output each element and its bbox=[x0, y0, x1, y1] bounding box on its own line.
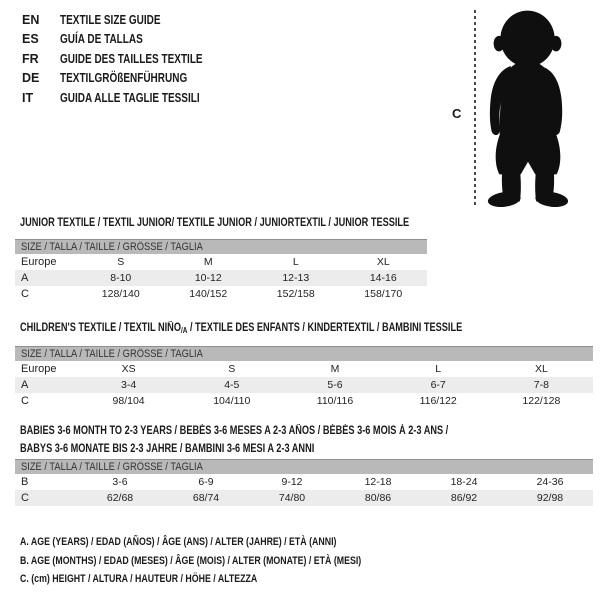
table-cell: XL bbox=[376, 256, 390, 268]
row-label-cell: C bbox=[21, 492, 29, 504]
table-row-age bbox=[15, 377, 593, 393]
table-cell: 140/152 bbox=[189, 288, 228, 300]
table-cell: 5-6 bbox=[327, 379, 343, 391]
table-cell: 12-13 bbox=[282, 272, 310, 284]
table-cell: 3-6 bbox=[112, 476, 128, 488]
row-label-cell: A bbox=[21, 272, 29, 284]
table-cell: 92/98 bbox=[536, 492, 564, 504]
table-cell: 116/122 bbox=[419, 395, 457, 407]
table-row-height bbox=[15, 393, 593, 409]
table-row-age-months bbox=[15, 474, 593, 490]
legend-label: GUIDE DES TAILLES TEXTILE bbox=[60, 51, 203, 66]
table-cell: 24-36 bbox=[536, 476, 564, 488]
table-cell: 158/170 bbox=[364, 288, 403, 300]
legend-label: GUÍA DE TALLAS bbox=[60, 32, 143, 47]
row-label-cell: B bbox=[21, 476, 29, 488]
table-cell: 3-4 bbox=[121, 379, 137, 391]
table-row-height bbox=[15, 490, 593, 506]
table-cell: 8-10 bbox=[110, 272, 132, 284]
table-cell: 7-8 bbox=[533, 379, 549, 391]
table-cell: 6-9 bbox=[198, 476, 214, 488]
table-cell: 12-18 bbox=[364, 476, 392, 488]
table-cell: M bbox=[203, 256, 213, 268]
legend-code: IT bbox=[22, 90, 34, 105]
table-cell: 62/68 bbox=[106, 492, 134, 504]
table-cell: 152/158 bbox=[276, 288, 315, 300]
section-title-babies bbox=[20, 422, 448, 458]
table-cell: M bbox=[330, 363, 340, 375]
table-cell: XS bbox=[121, 363, 136, 375]
table-cell: 10-12 bbox=[194, 272, 222, 284]
footnotes bbox=[20, 533, 361, 589]
title-text: CHILDREN'S TEXTILE / TEXTIL NIÑO bbox=[20, 322, 181, 334]
figure-measure-label: C bbox=[452, 106, 462, 121]
table-cell: 86/92 bbox=[450, 492, 478, 504]
table-header-band bbox=[15, 346, 593, 361]
footnote-c: C. (cm) HEIGHT / ALTURA / HAUTEUR / HÖHE / ALTEZZA bbox=[20, 573, 258, 585]
legend-row-fr bbox=[22, 49, 238, 69]
row-label-cell: Europe bbox=[21, 256, 57, 268]
language-legend bbox=[22, 10, 238, 108]
table-header-band bbox=[15, 239, 427, 254]
legend-label: TEXTILE SIZE GUIDE bbox=[60, 12, 161, 27]
table-cell: 6-7 bbox=[430, 379, 446, 391]
size-table-junior bbox=[15, 239, 427, 302]
table-cell: 104/110 bbox=[213, 395, 251, 407]
title-line-1: BABIES 3-6 MONTH TO 2-3 YEARS / BEBÉS 3-6 MESES A 2-3 AÑOS / BÉBÉS 3-6 MOIS À 2-3 ANS / bbox=[20, 425, 449, 437]
row-label-cell: C bbox=[21, 395, 29, 407]
table-cell: S bbox=[117, 256, 125, 268]
row-label-cell: A bbox=[21, 379, 29, 391]
table-header-band bbox=[15, 459, 593, 474]
legend-code: DE bbox=[22, 71, 40, 86]
table-cell: 68/74 bbox=[192, 492, 220, 504]
table-header-label: SIZE / TALLA / TAILLE / GRÖSSE / TAGLIA bbox=[21, 461, 203, 473]
footnote-b: B. AGE (MONTHS) / EDAD (MESES) / ÂGE (MOIS) / ALTER (MONATE) / ETÀ (MESI) bbox=[20, 554, 362, 567]
table-header-label: SIZE / TALLA / TAILLE / GRÖSSE / TAGLIA bbox=[21, 348, 203, 360]
section-title-junior: JUNIOR TEXTILE / TEXTIL JUNIOR/ TEXTILE JUNIOR / JUNIORTEXTIL / JUNIOR TESSILE bbox=[20, 217, 410, 229]
table-cell: 128/140 bbox=[101, 288, 140, 300]
row-label-cell: C bbox=[21, 288, 29, 300]
table-row-height bbox=[15, 286, 427, 302]
legend-label: TEXTILGRÖßENFÜHRUNG bbox=[60, 71, 188, 86]
table-row-europe bbox=[15, 361, 593, 377]
legend-row-de bbox=[22, 69, 238, 89]
table-cell: 9-12 bbox=[281, 476, 303, 488]
legend-row-en bbox=[22, 10, 238, 30]
table-cell: 122/128 bbox=[522, 395, 561, 407]
footnote-a: A. AGE (YEARS) / EDAD (AÑOS) / ÂGE (ANS) / ALTER (JAHRE) / ETÀ (ANNI) bbox=[20, 536, 337, 548]
table-cell: 98/104 bbox=[112, 395, 145, 407]
section-title-children bbox=[20, 319, 462, 340]
legend-code: EN bbox=[22, 12, 40, 27]
title-text: / TEXTILE DES ENFANTS / KINDERTEXTIL / BAMBINI TESSILE bbox=[187, 322, 463, 334]
table-row-age bbox=[15, 270, 427, 286]
table-cell: 74/80 bbox=[278, 492, 306, 504]
table-cell: 18-24 bbox=[450, 476, 478, 488]
table-cell: L bbox=[435, 363, 442, 375]
table-cell: S bbox=[228, 363, 236, 375]
table-cell: L bbox=[292, 256, 299, 268]
row-label-cell: Europe bbox=[21, 363, 57, 375]
height-measure-line bbox=[474, 10, 476, 206]
table-cell: XL bbox=[534, 363, 548, 375]
table-cell: 80/86 bbox=[364, 492, 392, 504]
table-cell: 110/116 bbox=[316, 395, 354, 407]
legend-label: GUIDA ALLE TAGLIE TESSILI bbox=[60, 90, 200, 105]
toddler-silhouette-icon bbox=[482, 7, 574, 209]
legend-code: ES bbox=[22, 32, 39, 47]
legend-row-es bbox=[22, 30, 238, 50]
table-header-label: SIZE / TALLA / TAILLE / GRÖSSE / TAGLIA bbox=[21, 241, 203, 253]
table-cell: 14-16 bbox=[369, 272, 397, 284]
title-line-2: BABYS 3-6 MONATE BIS 2-3 JAHRE / BAMBINI 3-6 MESI A 2-3 ANNI bbox=[20, 443, 315, 455]
size-table-children bbox=[15, 346, 593, 409]
table-cell: 4-5 bbox=[224, 379, 240, 391]
table-row-europe bbox=[15, 254, 427, 270]
title-subscript: /A bbox=[180, 326, 188, 335]
size-table-babies bbox=[15, 459, 593, 506]
legend-code: FR bbox=[22, 51, 39, 66]
legend-row-it bbox=[22, 88, 238, 108]
